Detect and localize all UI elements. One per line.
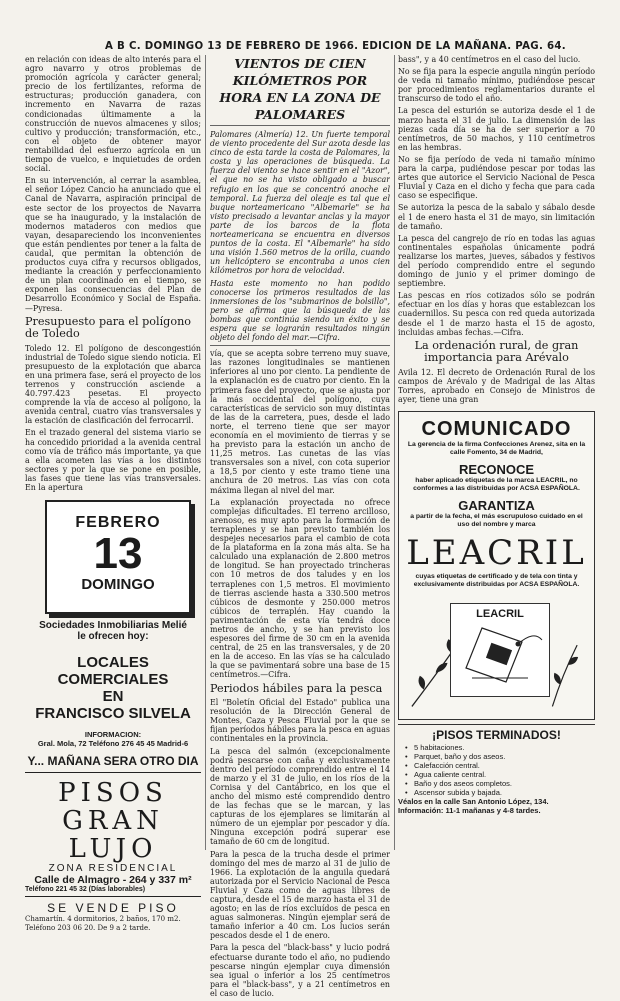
list-item: • Parquet, baño y dos aseos. xyxy=(414,752,595,761)
ad-company: Sociedades Inmobiliarias Melié xyxy=(39,620,187,632)
article-text: No se fija período de veda ni tamaño mínimo para la carpa, pudiéndose pescar por todas las artes que autorice el Servicio Nacional de Pesca Fluvial y Caza en el dicho y fecha que para cada caso se especifique. xyxy=(398,154,595,201)
article-text: No se fija para la especie anguila ningún período de veda ni tamaño mínimo, pudiéndose pescar por procedimientos reglamentarios durante el transcurso de todo el año. xyxy=(398,67,595,104)
article-text: En su intervención, al cerrar la asamblea, el señor López Cancio ha anunciado que el Canal de Navarra, aspiración principal de este sector de los proyectos de Navarra que se ha inaugurado, y la instalación de modernos mataderos con medios que vayan, desapareciendo los inconvenientes que están pendientes por tener a la falta de caudal, que permitan la obtención de productos cuya cifra y recursos obligados, mediante la creación y perfeccionamiento de un plan coordinado en el tiempo, se exponen las consecuencias del Plan de Desarrollo Económico y Social de España.—Pyresa. xyxy=(25,176,201,313)
article-heading: Presupuesto para el polígono de Toledo xyxy=(25,314,192,341)
feature-list xyxy=(414,743,595,797)
ad-text: a partir de la fecha, el más escrupuloso cuidado en el uso del nombre y marca xyxy=(410,513,583,529)
ad-headline: FRANCISCO SILVELA xyxy=(35,705,191,723)
ad-headline: SE VENDE PISO xyxy=(47,901,179,916)
ad-headline: GRAN LUJO xyxy=(62,806,164,865)
article-text: bass", y a 40 centímetros en el caso del lucio. xyxy=(398,55,581,64)
article-text: En el trazado general del sistema viario se ha concedido prioridad a la avenida central como vía de tráfico más importante, ya que a ella acometen las vías a los distintos sectores y por la que se pone en posible, las fases que tiene las vías transversales. En la apertura xyxy=(25,428,201,493)
article-text: Para la pesca de la trucha desde el primer domingo del mes de marzo al 31 de julio de 1966. La explotación de la anguila quedará autorizada por el Servicio Nacional de Pesca Fluvial y Caza como de aguas libres de captura, desde el 15 de marzo hasta el 31 de agosto; en las de ríos excluídos de pesca en aguas salmoneras. Ningún ejemplar será de tamaño inferior a 40 cm. Los lucios serán pescados desde el 1 de enero. xyxy=(210,849,390,941)
list-item: • Ascensor subida y bajada. xyxy=(414,788,595,797)
article-text: Se autoriza la pesca de la sabalo y sábalo desde el 1 de enero hasta el 31 de mayo, sin limitación de tamaño. xyxy=(398,203,595,231)
list-item: • Agua caliente central. xyxy=(414,770,595,779)
ad-address: Gral. Mola, 72 Teléfono 276 45 45 Madrid-6 xyxy=(37,739,189,749)
column-left xyxy=(25,55,201,932)
ad-pisos-terminados xyxy=(398,724,595,815)
ad-headline: COMUNICADO xyxy=(421,418,572,441)
article-text: en relación con ideas de alto interés para el agro navarro y otros problemas de promoción agrícola y carácter general; precio de los fertilizantes, reforma de estructuras; producción ganadera, con incremento en Navarra de razas condicionadas últimamente a la construcción de nuevos almacenes y silos; cultivo y producción; transformación, etc., con el objeto de obtener mayor rentabilidad del esfuerzo agrícola en un tiempo de vuelco, e inquietudes de orden social. xyxy=(25,55,201,174)
article-text: La pesca del cangrejo de río en todas las aguas continentales españolas únicamente podrá realizarse los martes, jueves, sábados y festivos del período comprendido entre el segundo domingo de junio y el primer domingo de septiembre. xyxy=(398,233,595,289)
list-item: • Baño y dos aseos completos. xyxy=(414,779,595,788)
ad-text: cuyas etiquetas de certificado y de tela con tinta y exclusivamente distribuidas por ACSA ESPAÑOLA. xyxy=(413,573,580,589)
article-text: Toledo 12. El polígono de descongestión industrial de Toledo sigue siendo noticia. El presupuesto de la explotación que abarca en una primera fase, será el proyecto de los terrenos y construcción asciende a 40.797.423 pesetas. El proyecto comprende la vía de acceso al polígono, la avenida central, cuatro vías transversales y la estación de clasificación del ferrocarril. xyxy=(25,343,201,426)
article-text: vía, que se acepta sobre terreno muy suave, las razones longitudinales se mantienen inferiores al uno por ciento. La pendiente de la explanación es de cuatro por ciento. En la primera fase del proyecto, que se ajusta por la más occidental del polígono, cuya características de servicio son muy distintas de las de la carretera, pues, desde el lado norte, el terreno tiene que ser mayor economía en el movimiento de tierras y se ha previsto para la estación un ancho de 11,25 metros. Las cunetas de las vías transversales son a nivel, con cota superior a 18,5 por ciento y este tramo tiene una anchura de 20 metros. Las vías con cota máxima llegan al nivel del mar. xyxy=(210,345,390,495)
ad-pisos-lujo xyxy=(25,779,201,897)
column-rule xyxy=(205,55,206,850)
ad-phone: Teléfono 221 45 32 (Días laborables) xyxy=(25,886,201,897)
ad-headline: EN xyxy=(102,688,124,706)
article-text: El "Boletín Oficial del Estado" publica una resolución de la Dirección General de Montes, Caza y Pesca Fluvial por la que se fijan períodos hábiles para la pesca en aguas continentales en la provincia. xyxy=(210,698,390,744)
page-header: A B C. DOMINGO 13 DE FEBRERO DE 1966. EDICION DE LA MAÑANA. PAG. 64. xyxy=(105,41,566,52)
article-text: Para la pesca del "black-bass" y lucio podrá efectuarse durante todo el año, no pudiendo pescarse ningún ejemplar cuya dimensión sea igual o inferior a los 25 centímetros para el "black-bass", y a 21 centímetros en el caso de lucio. xyxy=(210,943,390,998)
column-rule xyxy=(394,55,395,850)
ad-text: La gerencia de la firma Confecciones Arenez, sita en la calle Fomento, 34 de Madrid, xyxy=(407,441,586,457)
column-middle xyxy=(210,55,390,1001)
article-text: Las pescas en ríos cotizados sólo se podrán efectuar en los días y horas que establezcan los cuadernillos. Su pesca con red queda autorizada desde el 1 de marzo hasta el 15 de agosto, incluidas ambas fechas.—Cifra. xyxy=(398,291,595,337)
ad-zone: ZONA RESIDENCIAL xyxy=(48,863,178,875)
ad-headline: PISOS xyxy=(58,778,168,809)
ad-headline: LOCALES COMERCIALES xyxy=(57,654,169,689)
article-lead: Hasta este momento no han podido conocerse los primeros resultados de las inmersiones de los "submarinos de bolsillo", pero se afirma que la búsqueda de las bombas que continúa siendo un éxito y se espera que se lograrán resultados ningún objeto del fondo del mar.—Cifra. xyxy=(210,278,390,343)
ad-subheadline: GARANTIZA xyxy=(458,498,535,514)
ad-subheadline: RECONOCE xyxy=(458,462,535,478)
brand-logo-area xyxy=(404,595,589,713)
leacril-logo xyxy=(450,603,550,697)
list-item: • 5 habitaciones. xyxy=(414,743,595,752)
calendar-day: 13 xyxy=(93,529,143,579)
list-item: • Calefacción central. xyxy=(414,761,595,770)
article-text: Avila 12. El decreto de Ordenación Rural de los campos de Arévalo y de Madrigal de las Altas Torres, aprobado en Consejo de Ministros de ayer, tiene una gran xyxy=(398,367,595,404)
yarn-tag-icon xyxy=(452,620,548,690)
ad-offer: le ofrecen hoy: xyxy=(77,631,149,643)
ad-text: Chamartín. 4 dormitorios, 2 baños, 170 m2. Teléfono 203 06 20. De 9 a 2 tarde. xyxy=(25,915,181,932)
ad-brand: LEACRIL xyxy=(406,533,587,574)
article-title: VIENTOS DE CIEN KILÓMETROS POR HORA EN LA ZONA DE PALOMARES xyxy=(210,55,390,126)
logo-text: LEACRIL xyxy=(476,608,524,621)
calendar-weekday: DOMINGO xyxy=(81,576,155,594)
article-heading: La ordenación rural, de gran importancia para Arévalo xyxy=(414,338,579,365)
ad-slogan: Y... MAÑANA SERA OTRO DIA xyxy=(25,754,201,773)
ad-locales xyxy=(25,620,201,773)
article-text: La pesca del salmón (excepcionalmente podrá pescarse con caña y exclusivamente dentro del período comprendido entre el 14 de marzo y el 31 de julio, en los ríos de la Cornisa y del Cantábrico, en los que el ancho del mismo esté comprendido dentro de las fechas que se le marcan, y las capturas de los ejemplares se limitarán al número de un ejemplar por pescador y día. Ninguna excepción podrá superar ese tamaño de 60 cm de longitud. xyxy=(210,746,390,847)
ad-info-label: INFORMACION: xyxy=(84,730,142,740)
article-heading: Periodos hábiles para la pesca xyxy=(210,681,383,695)
article-text: La pesca del esturión se autoriza desde el 1 de marzo hasta el 31 de julio. La dimensión de las piezas cada día se ha de ser superior a 70 centímetros, de 50 machos, y 110 centímetros en las hembras. xyxy=(398,106,595,152)
ad-text: haber aplicado etiquetas de la marca LEACRIL, no conformes a las distribuidas por ACSA ESPAÑOLA. xyxy=(413,477,580,493)
column-right xyxy=(398,55,595,815)
ad-comunicado xyxy=(398,411,595,720)
article-lead: Palomares (Almería) 12. Un fuerte temporal de viento procedente del Sur azota desde las cinco de esta tarde la costa de Palomares, la costa y las operaciones de búsqueda. La fuerza del viento se hace sentir en el "Azor", el que no se ha visto obligado a buscar refugio en los que se concentró anoche el temporal. La fuerza del oleaje es tal que el buque norteamericano "Albemarle" se ha visto precisado a levantar anclas y la mayor parte de los barcos de la flota norteamericana se encuentra en diversos puntos de la costa. El "Albemarle" ha sido una visión 1.560 metros de la orilla, cuando un helicóptero se encontraba a unos cien kilómetros por hora de velocidad. xyxy=(210,130,390,276)
calendar-month: FEBRERO xyxy=(75,514,161,532)
ad-headline: ¡PISOS TERMINADOS! xyxy=(432,728,561,743)
ad-text: Véalos en la calle San Antonio López, 134. Información: 11-1 mañanas y 4-8 tardes. xyxy=(398,797,549,816)
calendar-block xyxy=(45,500,191,614)
ad-se-vende xyxy=(25,901,201,932)
ad-street: Calle de Almagro - 264 y 337 m² xyxy=(34,874,192,887)
article-text: La explanación proyectada no ofrece complejas dificultades. El terreno arcilloso, arenoso, es muy apto para la formación de terraplenes y se han previsto también los despejes necesarios para el cambio de cota de la plataforma en la zona más alta. Se ha calculado una explanación de 2.800 metros de longitud. Se han proyectado trincheras con 10 metros de dos taludes y en los terraplenes con 1,5 metros. El movimiento de tierras asciende hasta a 330.500 metros cúbicos de desmonte y 250.000 metros cúbicos de terraplén. Hay cuando la pavimentación de esta vía tendrá doce metros de ancho, y se han previsto los espesores del firme de 30 cm en la avenida central, de 25 en las transversales, y de 20 en la de acceso. En las vías se ha calculado la que se pavimentará sobre una base de 15 centímetros.—Cifra. xyxy=(210,497,390,680)
